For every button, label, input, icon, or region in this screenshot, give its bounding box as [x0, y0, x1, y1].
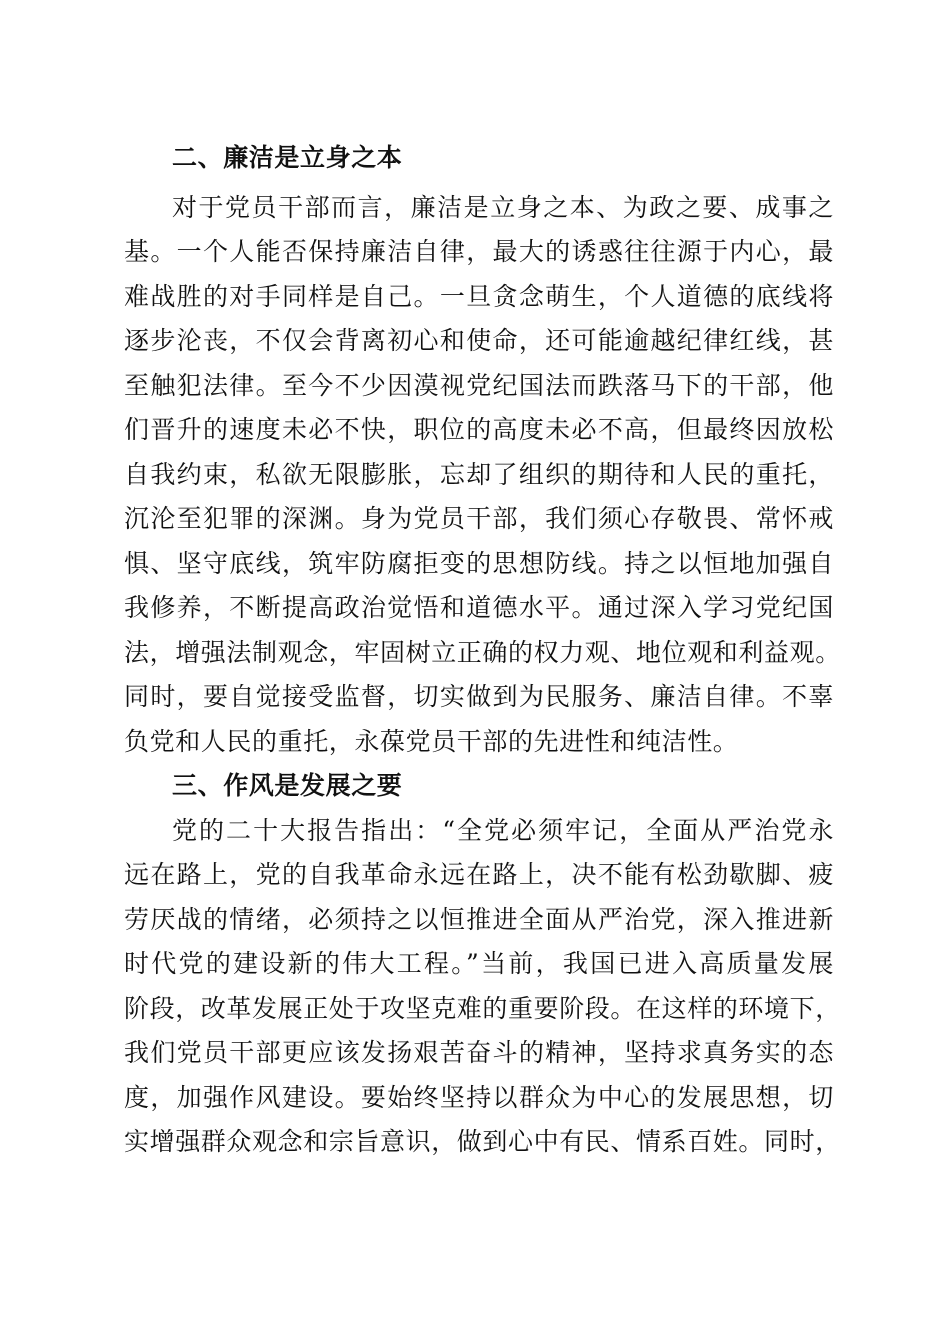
paragraph-line: 党的二十大报告指出：“全党必须牢记，全面从严治党永 — [172, 816, 834, 845]
paragraph-line: 同时，要自觉接受监督，切实做到为民服务、廉洁自律。不辜 — [124, 682, 834, 711]
paragraph-line: 劳厌战的情绪，必须持之以恒推进全面从严治党，深入推进新 — [124, 905, 834, 934]
paragraph-line: 们晋升的速度未必不快，职位的高度未必不高，但最终因放松 — [124, 415, 834, 444]
paragraph-line: 逐步沦丧，不仅会背离初心和使命，还可能逾越纪律红线，甚 — [124, 326, 834, 355]
paragraph-line: 我们党员干部更应该发扬艰苦奋斗的精神，坚持求真务实的态 — [124, 1038, 834, 1067]
paragraph-line: 远在路上，党的自我革命永远在路上，决不能有松劲歇脚、疲 — [124, 860, 834, 889]
section-heading-conduct: 三、作风是发展之要 — [172, 771, 403, 800]
paragraph-line: 时代党的建设新的伟大工程。”当前，我国已进入高质量发展 — [124, 949, 834, 978]
paragraph-line: 难战胜的对手同样是自己。一旦贪念萌生，个人道德的底线将 — [124, 282, 834, 311]
paragraph-line: 沉沦至犯罪的深渊。身为党员干部，我们须心存敬畏、常怀戒 — [124, 504, 834, 533]
paragraph-line: 自我约束，私欲无限膨胀，忘却了组织的期待和人民的重托， — [124, 460, 834, 489]
paragraph-line: 负党和人民的重托，永葆党员干部的先进性和纯洁性。 — [124, 727, 739, 756]
section-heading-integrity: 二、廉洁是立身之本 — [172, 143, 403, 172]
paragraph-line: 至触犯法律。至今不少因漠视党纪国法而跌落马下的干部，他 — [124, 371, 834, 400]
paragraph-line: 我修养，不断提高政治觉悟和道德水平。通过深入学习党纪国 — [124, 593, 834, 622]
paragraph-line: 阶段，改革发展正处于攻坚克难的重要阶段。在这样的环境下， — [124, 994, 841, 1023]
paragraph-line: 对于党员干部而言，廉洁是立身之本、为政之要、成事之 — [172, 193, 834, 222]
paragraph-line: 实增强群众观念和宗旨意识，做到心中有民、情系百姓。同时， — [124, 1127, 841, 1156]
paragraph-line: 法，增强法制观念，牢固树立正确的权力观、地位观和利益观。 — [124, 638, 841, 667]
paragraph-line: 度，加强作风建设。要始终坚持以群众为中心的发展思想，切 — [124, 1083, 834, 1112]
paragraph-line: 基。一个人能否保持廉洁自律，最大的诱惑往往源于内心，最 — [124, 237, 834, 266]
paragraph-line: 惧、坚守底线，筑牢防腐拒变的思想防线。持之以恒地加强自 — [124, 549, 834, 578]
